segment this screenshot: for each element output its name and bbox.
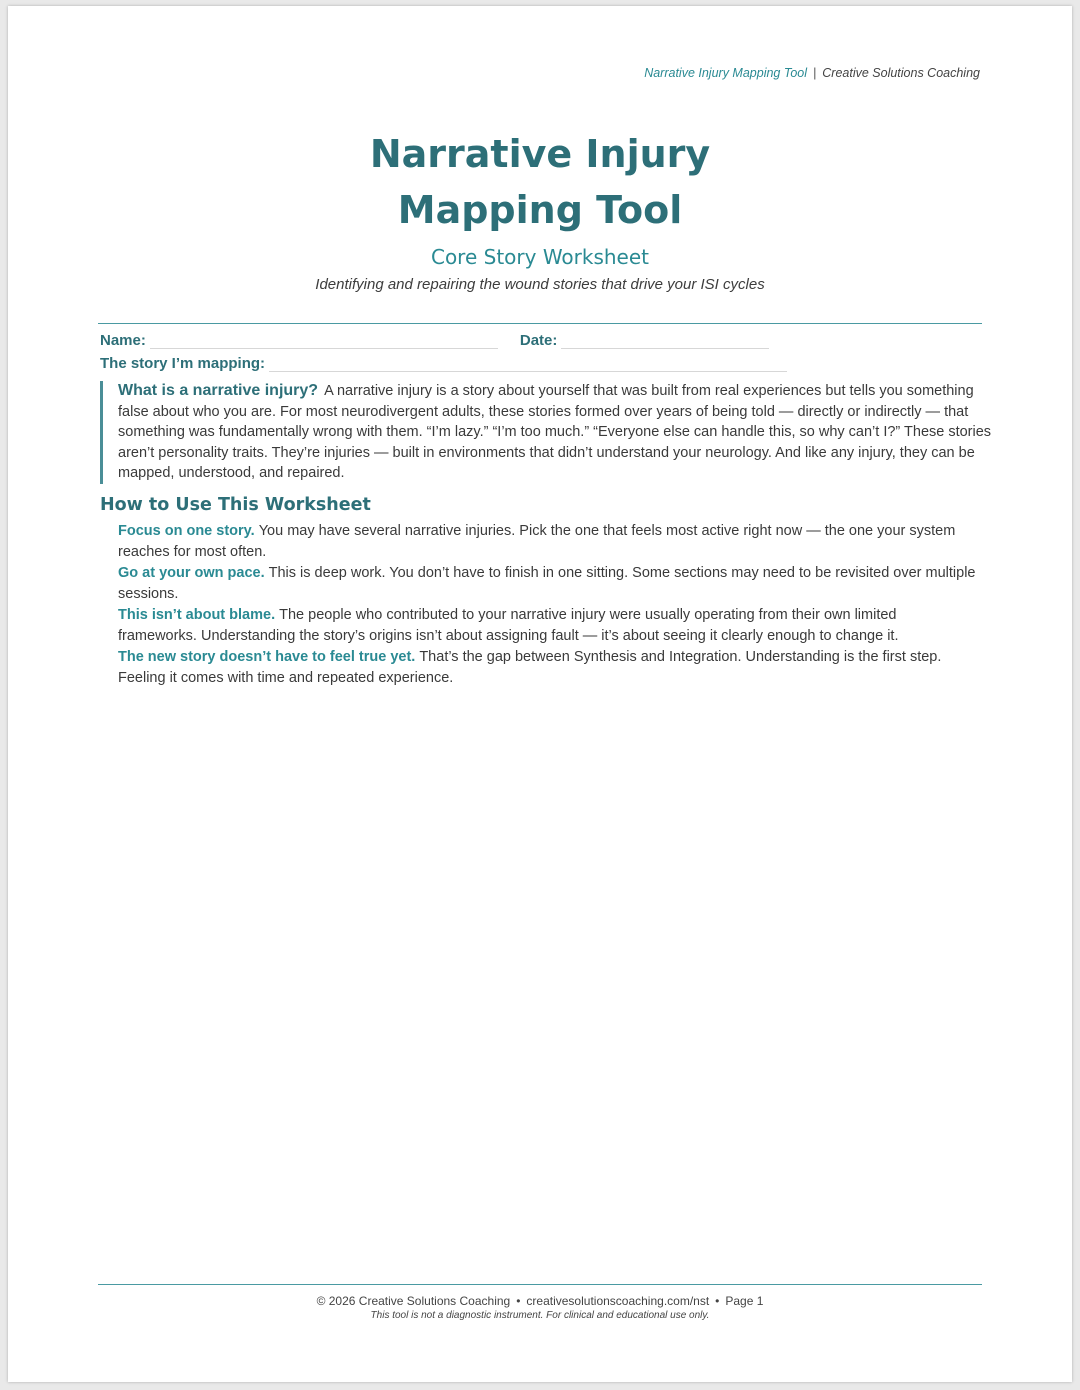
bullet-icon: • xyxy=(715,1294,720,1308)
story-field[interactable] xyxy=(269,357,787,372)
title-block xyxy=(8,126,1072,293)
step-lead: Focus on one story. xyxy=(118,523,255,539)
top-divider xyxy=(98,323,982,324)
step-text: That’s the gap between Synthesis and Integration. Understanding is the first step. Feeling it comes with time and repeated experience. xyxy=(118,649,942,686)
definition-callout xyxy=(100,381,998,484)
running-header-separator: | xyxy=(813,66,817,80)
list-item xyxy=(118,521,978,562)
name-date-row xyxy=(100,332,769,349)
footer-line xyxy=(8,1294,1072,1308)
date-label: Date: xyxy=(519,332,558,349)
how-to-list xyxy=(118,521,978,689)
page-title xyxy=(8,126,1072,238)
callout-label: What is a narrative injury? xyxy=(118,382,319,399)
callout-text: A narrative injury is a story about yourself that was built from real experiences but tells you something false about who you are. For most neurodivergent adults, these stories formed over years of being told — directly or indirectly — that something was fundamentally wrong with them. “I’m lazy.” “I’m too much.” “Everyone else can handle this, so why can’t I?” These stories aren’t personality traits. They’re injuries — built in environments that didn’t understand your neurology. And like any injury, they can be mapped, understood, and repaired. xyxy=(118,383,992,481)
running-header xyxy=(644,66,980,80)
name-field[interactable] xyxy=(150,334,498,349)
list-item xyxy=(118,563,978,604)
list-item xyxy=(118,647,978,688)
story-label: The story I’m mapping: xyxy=(100,355,266,372)
how-to-heading: How to Use This Worksheet xyxy=(100,495,371,515)
running-header-doc-name: Narrative Injury Mapping Tool xyxy=(644,66,808,80)
step-text: This is deep work. You don’t have to finish in one sitting. Some sections may need to be revisited over multiple sessions. xyxy=(118,565,976,602)
story-row xyxy=(100,355,787,372)
list-item xyxy=(118,605,978,646)
footer-disclaimer: This tool is not a diagnostic instrument. For clinical and educational use only. xyxy=(370,1310,710,1321)
worksheet-page xyxy=(8,6,1072,1382)
name-label: Name: xyxy=(100,332,146,349)
date-field[interactable] xyxy=(561,334,769,349)
page-tagline: Identifying and repairing the wound stories that drive your ISI cycles xyxy=(315,276,765,293)
bullet-icon: • xyxy=(516,1294,521,1308)
page-footer xyxy=(8,1294,1072,1321)
bottom-divider xyxy=(98,1284,982,1285)
page-title-line-1: Narrative Injury xyxy=(369,132,711,176)
step-text: You may have several narrative injuries. Pick the one that feels most active right now — the one your system reaches for most often. xyxy=(118,523,956,560)
page-subtitle: Core Story Worksheet xyxy=(430,245,650,269)
step-text: The people who contributed to your narrative injury were usually operating from their own limited frameworks. Understanding the story’s origins isn’t about assigning fault — it’s about seeing it clearly enough to change it. xyxy=(118,607,899,644)
step-lead: This isn’t about blame. xyxy=(118,607,276,623)
step-lead: Go at your own pace. xyxy=(118,565,265,581)
footer-url[interactable]: creativesolutionscoaching.com/nst xyxy=(526,1294,710,1308)
step-lead: The new story doesn’t have to feel true yet. xyxy=(118,649,416,665)
footer-copyright: © 2026 Creative Solutions Coaching xyxy=(316,1294,511,1308)
running-header-org: Creative Solutions Coaching xyxy=(822,66,980,80)
footer-page-number: Page 1 xyxy=(725,1294,764,1308)
page-title-line-2: Mapping Tool xyxy=(397,188,683,232)
